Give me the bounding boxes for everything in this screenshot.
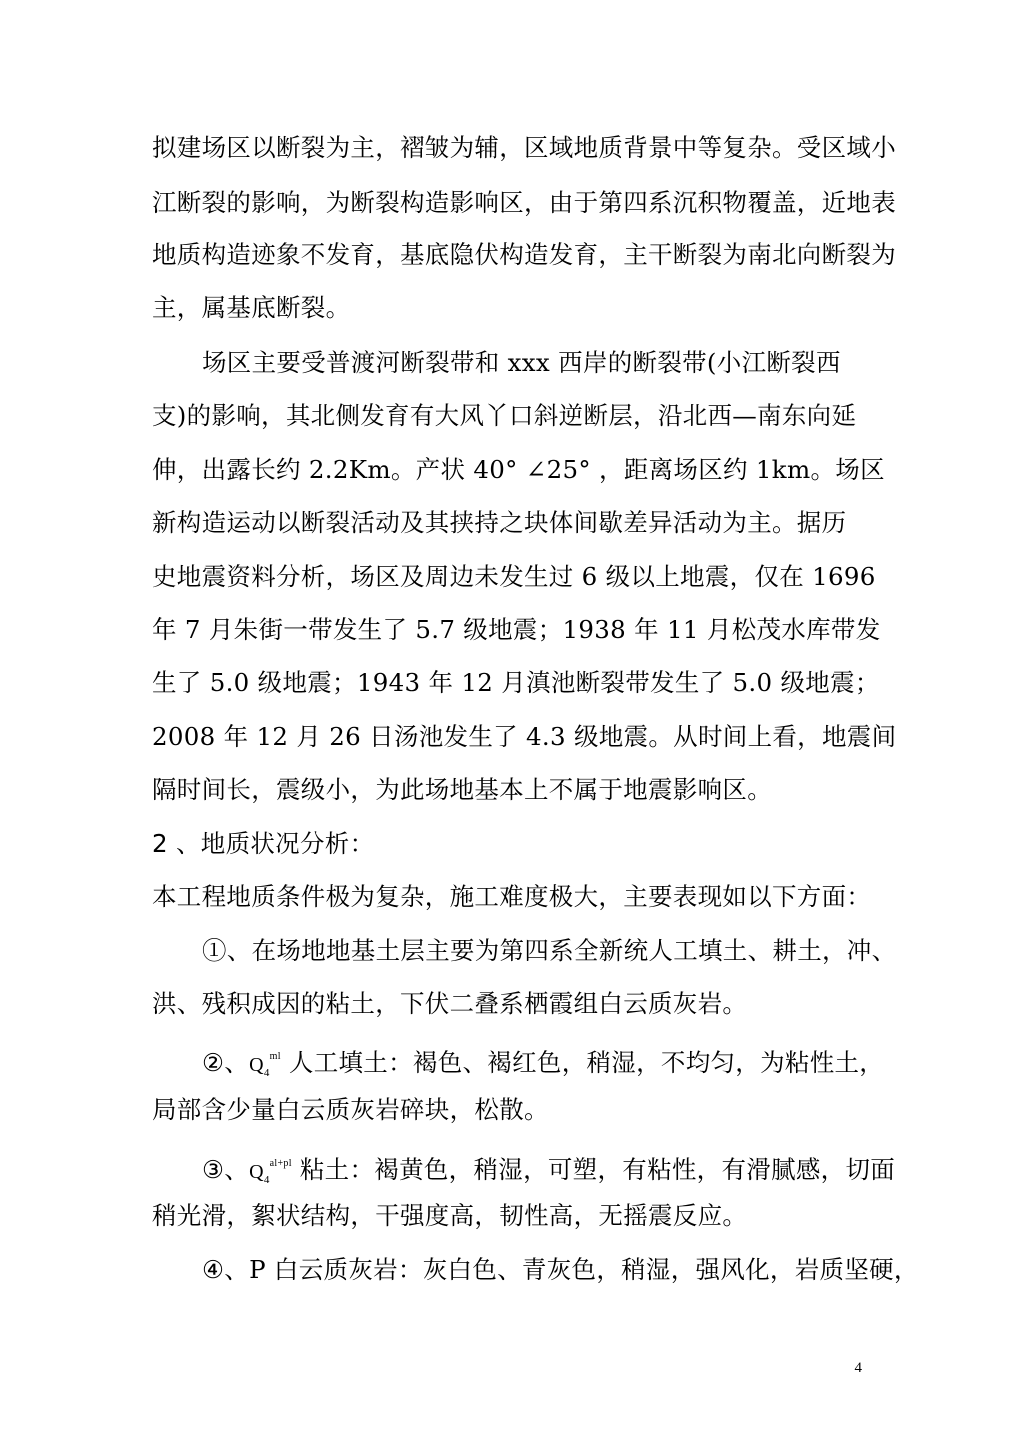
item-3-superscript: al+pl	[269, 1158, 292, 1169]
paragraph-2-line-3: 伸，出露长约 2.2Km。产状 40° ∠25° ，距离场区约 1km。场区	[152, 455, 885, 484]
paragraph-2-line-7: 生了 5.0 级地震；1943 年 12 月滇池断裂带发生了 5.0 级地震；	[152, 668, 880, 697]
item-4-line-1: ④、P 白云质灰岩：灰白色、青灰色，稍湿，强风化，岩质坚硬，	[202, 1255, 919, 1284]
paragraph-2-line-6: 年 7 月朱街一带发生了 5.7 级地震；1938 年 11 月松茂水库带发	[152, 615, 881, 644]
item-3-line-1	[202, 1137, 896, 1191]
item-2-rest: 人工填土：褐色、褐红色，稍湿，不均匀，为粘性土，	[280, 1048, 885, 1077]
paragraph-3-line-1: 本工程地质条件极为复杂，施工难度极大，主要表现如以下方面：	[152, 882, 872, 911]
paragraph-2-line-1: 场区主要受普渡河断裂带和 xxx 西岸的断裂带(小江断裂西	[202, 348, 841, 377]
item-2-line-1	[202, 1030, 885, 1084]
item-3-prefix: ③、	[202, 1155, 250, 1184]
page-number: 4	[854, 1360, 862, 1376]
item-3-rest: 粘土：褐黄色，稍湿，可塑，有粘性，有滑腻感，切面	[291, 1155, 896, 1184]
paragraph-2-line-5: 史地震资料分析，场区及周边未发生过 6 级以上地震，仅在 1696	[152, 562, 876, 591]
paragraph-1-line-3: 地质构造迹象不发育，基底隐伏构造发育，主干断裂为南北向断裂为	[152, 240, 896, 269]
paragraph-1-line-4: 主，属基底断裂。	[152, 293, 351, 322]
item-2-superscript: ml	[269, 1051, 281, 1062]
item-2-prefix: ②、	[202, 1048, 250, 1077]
paragraph-1-line-2: 江断裂的影响，为断裂构造影响区，由于第四系沉积物覆盖，近地表	[152, 188, 896, 217]
paragraph-2-line-8: 2008 年 12 月 26 日汤池发生了 4.3 级地震。从时间上看，地震间	[152, 722, 897, 751]
paragraph-2-line-4: 新构造运动以断裂活动及其挟持之块体间歇差异活动为主。据历	[152, 508, 847, 537]
item-3-q-symbol: Q	[249, 1161, 264, 1183]
paragraph-2-line-2: 支)的影响，其北侧发育有大风丫口斜逆断层，沿北西—南东向延	[152, 401, 857, 430]
paragraph-1-line-1: 拟建场区以断裂为主，褶皱为辅，区域地质背景中等复杂。受区域小	[152, 133, 896, 162]
item-1-line-2: 洪、残积成因的粘土，下伏二叠系栖霞组白云质灰岩。	[152, 989, 748, 1018]
section-heading: 2 、地质状况分析：	[152, 829, 375, 858]
item-2-line-2: 局部含少量白云质灰岩碎块，松散。	[152, 1095, 549, 1124]
item-3-subscript: 4	[263, 1174, 270, 1186]
item-2-q-symbol: Q	[249, 1054, 264, 1076]
paragraph-2-line-9: 隔时间长，震级小，为此场地基本上不属于地震影响区。	[152, 775, 772, 804]
item-1-line-1: ①、在场地地基土层主要为第四系全新统人工填土、耕土，冲、	[202, 936, 897, 965]
item-3-line-2: 稍光滑，絮状结构，干强度高，韧性高，无摇震反应。	[152, 1201, 748, 1230]
item-2-subscript: 4	[263, 1067, 270, 1079]
